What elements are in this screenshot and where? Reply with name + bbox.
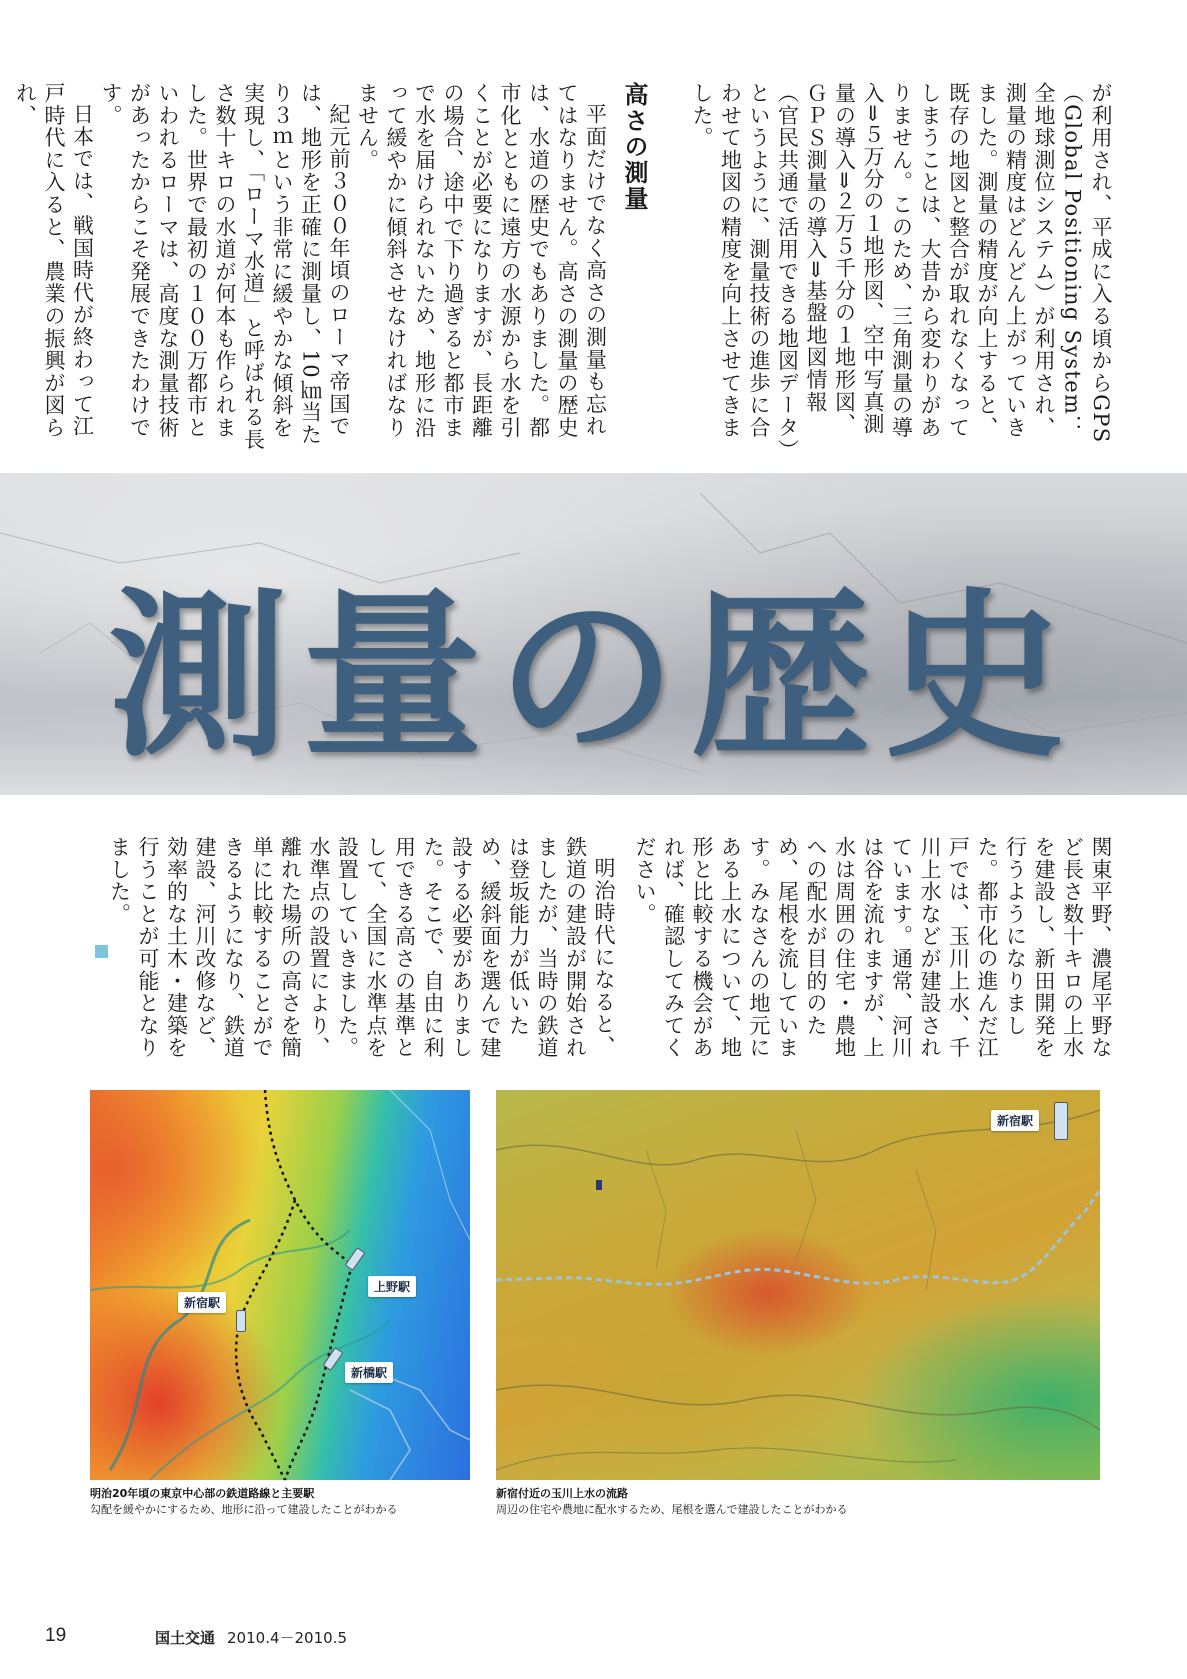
station-label-shinbashi: 新橋駅 <box>345 1362 393 1383</box>
station-marker-shinjuku-right <box>1054 1102 1068 1140</box>
caption-right-title: 新宿付近の玉川上水の流路 <box>496 1487 628 1500</box>
caption-right-sub: 周辺の住宅や農地に配水するため、尾根を選んで建設したことがわかる <box>496 1503 848 1516</box>
caption-left-title: 明治20年頃の東京中心部の鉄道路線と主要駅 <box>90 1487 315 1500</box>
banner-title: 測量の歴史 <box>108 571 1079 782</box>
station-label-ueno: 上野駅 <box>368 1276 416 1297</box>
top-paragraph-3: 紀元前３００年頃のローマ帝国では、地形を正確に測量し、10㎞当たり３ｍという非常に緩やかな傾斜を実現し、「ローマ水道」と呼ばれる長さ数十キロの水道が何本も作られました。世界で最初の１００万都市といわれるローマは、高度な測量技術があったからこそ発展できたわけです。 <box>99 82 351 451</box>
page-number: 19 <box>45 1625 67 1646</box>
section-heading-height-survey: 高さの測量 <box>620 82 648 212</box>
footer-publication <box>155 1627 347 1648</box>
publication-name: 国土交通 <box>155 1629 216 1647</box>
article-end-mark <box>95 945 108 958</box>
top-paragraph-2: 平面だけでなく高さの測量も忘れてはなりません。高さの測量の歴史は、水道の歴史でもありました。都市化とともに遠方の水源から水を引くことが必要になりますが、長距離の場合、途中で下り過ぎると都市まで水を届けられないため、地形に沿って緩やかに傾斜させなければなりません。 <box>355 82 608 439</box>
station-label-shinjuku-left: 新宿駅 <box>178 1292 226 1313</box>
issue-range: 2010.4－2010.5 <box>227 1629 347 1647</box>
top-column-left <box>13 82 648 457</box>
caption-right <box>496 1486 848 1518</box>
top-paragraph-1: が利用され、平成に入る頃からGPS（Global Positioning System：全地球測位システム）が利用され、測量の精度はどんどん上がっていきました。測量の精度が向上すると、既存の地図と整合が取れなくなってしまうことは、大昔から変わりがありません。このため、三角測量の導入⇒５万分の１地形図、空中写真測量の導入⇒２万５千分の１地形図、ＧＰＳ測量の導入⇒基盤地図情報（官民共通で活用できる地図データ）というように、測量技術の進歩に合わせて地図の精度を向上させてきました。 <box>690 82 1113 451</box>
station-marker-shinjuku-left <box>236 1310 246 1332</box>
bottom-column-right <box>625 836 1115 1071</box>
map-tokyo-railway <box>90 1090 470 1480</box>
title-banner <box>0 473 1187 795</box>
map-shinjuku-tamagawa <box>496 1090 1100 1480</box>
bottom-column-left <box>88 836 618 1071</box>
top-paragraph-4: 日本では、戦国時代が終わって江戸時代に入ると、農業の振興が図られ、 <box>13 82 95 439</box>
caption-left-sub: 勾配を緩やかにするため、地形に沿って建設したことがわかる <box>90 1503 398 1516</box>
bottom-paragraph-1: 関東平野、濃尾平野など長さ数十キロの上水を建設し、新田開発を行うようになりました。都市化の進んだ江戸では、玉川上水、千川上水などが建設されています。通常、河川は谷を流れますが、上水は周囲の住宅・農地への配水が目的のため、尾根を流しています。みなさんの地元にある上水について、地形と比較する機会があれば、確認してみてください。 <box>633 836 1113 1059</box>
top-column-right <box>690 82 1115 457</box>
map-shinjuku-overlay <box>496 1090 1100 1480</box>
bottom-paragraph-2: 明治時代になると、鉄道の建設が開始されましたが、当時の鉄道は登坂能力が低いため、緩斜面を選んで建設する必要がありました。そこで、自由に利用できる高さの基準として、全国に水準点を設置していきました。水準点の設置により、離れた場所の高さを簡単に比較することができるようになり、鉄道建設、河川改修など、効率的な土木・建築を行うことが可能となりました。 <box>107 836 616 1059</box>
station-label-shinjuku-right: 新宿駅 <box>991 1110 1039 1131</box>
caption-left <box>90 1486 398 1518</box>
